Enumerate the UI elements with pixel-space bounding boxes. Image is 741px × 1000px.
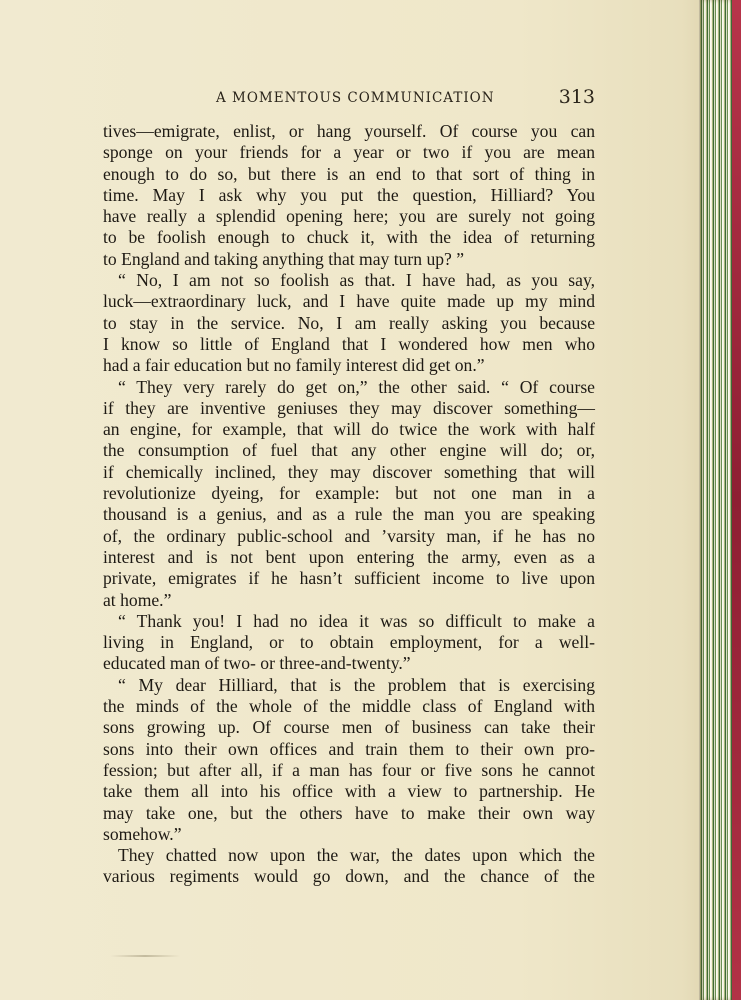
text-line: the consumption of fuel that any other engine will do; or, <box>103 440 595 461</box>
text-line: private, emigrates if he hasn’t sufficient income to live upon <box>103 568 595 589</box>
page-number: 313 <box>558 86 595 108</box>
book-spine <box>699 0 741 1000</box>
text-line: I know so little of England that I wondered how men who <box>103 333 595 354</box>
text-line: tives—emigrate, enlist, or hang yourself. Of course you can <box>103 121 595 141</box>
text-line: had a fair education but no family interest did get on.” <box>103 355 485 376</box>
text-line: take them all into his office with a view to partnership. He <box>103 781 595 802</box>
text-line: educated man of two- or three-and-twenty.” <box>103 653 411 674</box>
text-line: sons into their own offices and train them to their own pro- <box>103 738 595 759</box>
text-line: an engine, for example, that will do twice the work with half <box>103 419 595 440</box>
text-line: the minds of the whole of the middle class of England with <box>103 696 595 717</box>
text-line: interest and is not bent upon entering the army, even as a <box>103 546 595 567</box>
text-line: to be foolish enough to chuck it, with the idea of returning <box>103 227 595 248</box>
text-line: fession; but after all, if a man has four or five sons he cannot <box>103 759 595 780</box>
text-line: have really a splendid opening here; you are surely not going <box>103 206 595 227</box>
body-text <box>103 121 595 888</box>
text-line: thousand is a genius, and as a rule the man you are speaking <box>103 504 595 525</box>
text-line: sons growing up. Of course men of business can take their <box>103 717 595 738</box>
text-line: if chemically inclined, they may discover something that will <box>103 461 595 482</box>
text-line: if they are inventive geniuses they may discover something— <box>103 397 595 418</box>
text-line: time. May I ask why you put the question, Hilliard? You <box>103 184 595 205</box>
text-line: They chatted now upon the war, the dates upon which the <box>118 845 595 866</box>
text-line: somehow.” <box>103 823 182 844</box>
text-line: may take one, but the others have to make their own way <box>103 802 595 823</box>
page-smudge <box>110 955 180 957</box>
text-line: sponge on your friends for a year or two if you are mean <box>103 142 595 163</box>
text-line: “ They very rarely do get on,” the other said. “ Of course <box>118 376 595 397</box>
page-header <box>103 86 595 112</box>
running-title: A MOMENTOUS COMMUNICATION <box>216 90 495 106</box>
text-line: “ No, I am not so foolish as that. I have had, as you say, <box>118 270 595 291</box>
text-line: living in England, or to obtain employment, for a well- <box>103 632 595 653</box>
text-line: at home.” <box>103 589 172 610</box>
text-line: various regiments would go down, and the chance of the <box>103 866 595 887</box>
text-line: to England and taking anything that may turn up? ” <box>103 248 465 269</box>
text-line: luck—extraordinary luck, and I have quite made up my mind <box>103 291 595 312</box>
text-line: “ My dear Hilliard, that is the problem that is exercising <box>118 674 595 695</box>
text-line: to stay in the service. No, I am really asking you because <box>103 312 595 333</box>
text-line: revolutionize dyeing, for example: but not one man in a <box>103 483 595 504</box>
text-line: enough to do so, but there is an end to that sort of thing in <box>103 163 595 184</box>
text-line: “ Thank you! I had no idea it was so difficult to make a <box>118 610 595 631</box>
text-line: of, the ordinary public-school and ’varsity man, if he has no <box>103 525 595 546</box>
